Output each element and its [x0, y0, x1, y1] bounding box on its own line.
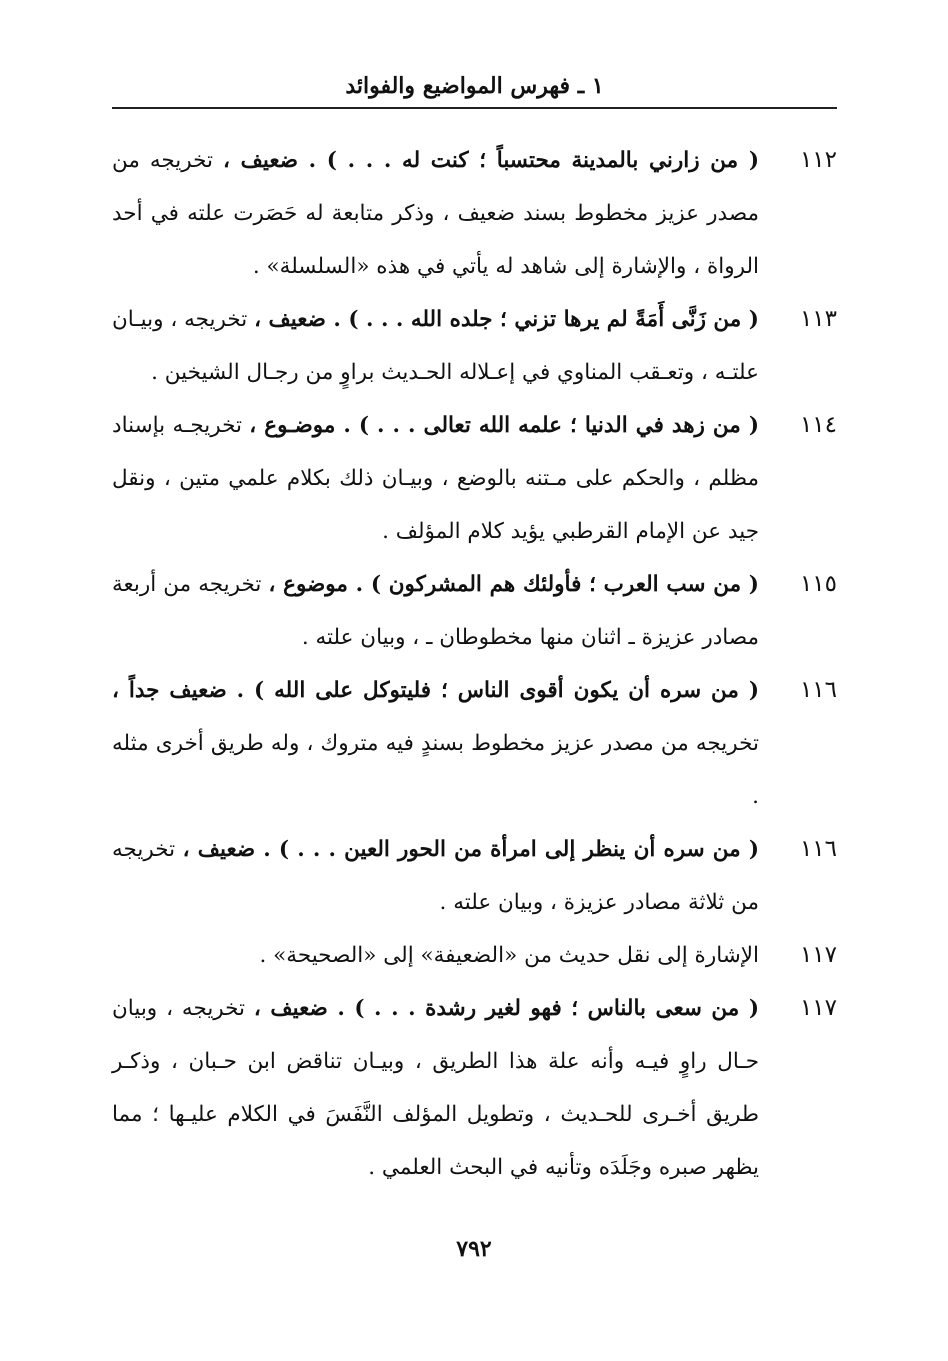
index-entry — [112, 982, 837, 1194]
entry-description: تخريجـه بإسناد مظلم ، والحكم على مـتنه بالوضع ، وبيـان ذلك بكلام علمي متين ، ونقل جيد عن الإمام القرطبي يؤيد كلام المؤلف . — [112, 413, 759, 544]
entry-text — [112, 823, 759, 929]
entry-text — [112, 558, 759, 664]
entry-hadith-lead: ( من زهد في الدنيا ؛ علمه الله تعالى . . . ) . موضـوع ، — [249, 413, 759, 438]
entry-description: تخريجه ، وبيـان علتـه ، وتعـقب المناوي في إعـلاله الحـديث براوٍ من رجـال الشيخين . — [112, 307, 759, 385]
entry-text — [112, 664, 759, 823]
running-head: ١ ـ فهرس المواضيع والفوائد — [345, 73, 604, 99]
entry-description: تخريجه ، وبيان حـال راوٍ فيـه وأنه علة هذا الطريق ، وبيـان تناقض ابن حـبان ، وذكـر طريق أخـرى للحـديث ، وتطويل المؤلف النَّفَسَ في الكلام عليـها ؛ مما يظهر صبره وجَلَدَه وتأنيه في البحث العلمي . — [112, 996, 759, 1180]
entry-page-number: ١١٤ — [799, 412, 837, 438]
entry-description: تخريجه من أربعة مصادر عزيزة ـ اثنان منها مخطوطان ـ ، وبيان علته . — [112, 572, 759, 650]
entry-text — [112, 134, 759, 293]
index-entry — [112, 823, 837, 929]
entry-page-number: ١١٣ — [799, 306, 837, 332]
index-entry — [112, 399, 837, 558]
entry-text — [112, 982, 759, 1194]
entry-description: تخريجه من مصدر عزيز مخطوط بسندٍ فيه متروك ، وله طريق أخرى مثله . — [112, 731, 759, 809]
header-rule — [112, 107, 837, 109]
page-number: ٧٩٢ — [456, 1236, 492, 1262]
index-entry — [112, 664, 837, 823]
entry-description: الإشارة إلى نقل حديث من «الضعيفة» إلى «الصحيحة» . — [259, 943, 759, 968]
entry-text — [112, 293, 759, 399]
entry-page-number: ١١٦ — [799, 836, 837, 862]
entry-page-number: ١١٧ — [799, 942, 837, 968]
entry-hadith-lead: ( من زَنَّى أَمَةً لم يرها تزني ؛ جلده الله . . . ) . ضعيف ، — [254, 307, 759, 332]
index-entry — [112, 293, 837, 399]
entry-hadith-lead: ( من سره أن ينظر إلى امرأة من الحور العين . . . ) . ضعيف ، — [182, 837, 759, 862]
entry-page-number: ١١٧ — [799, 995, 837, 1021]
entry-description: تخريجه من مصدر عزيز مخطوط بسند ضعيف ، وذكر متابعة له حَصَرت علته في أحد الرواة ، والإشارة إلى شاهد له يأتي في هذه «السلسلة» . — [112, 148, 759, 279]
entry-page-number: ١١٦ — [799, 677, 837, 703]
entry-text — [112, 399, 759, 558]
entry-page-number: ١١٥ — [799, 571, 837, 597]
entry-description: تخريجه من ثلاثة مصادر عزيزة ، وبيان علته . — [112, 837, 759, 915]
index-entry — [112, 134, 837, 293]
entry-hadith-lead: ( من سعى بالناس ؛ فهو لغير رشدة . . . ) . ضعيف ، — [253, 996, 759, 1021]
index-entries — [112, 134, 837, 1194]
entry-hadith-lead: ( من سره أن يكون أقوى الناس ؛ فليتوكل على الله ) . ضعيف جداً ، — [112, 678, 759, 703]
entry-text — [112, 929, 759, 982]
index-entry — [112, 929, 837, 982]
index-entry — [112, 558, 837, 664]
entry-hadith-lead: ( من زارني بالمدينة محتسباً ؛ كنت له . . . ) . ضعيف ، — [223, 148, 759, 173]
entry-hadith-lead: ( من سب العرب ؛ فأولئك هم المشركون ) . موضوع ، — [268, 572, 759, 597]
entry-page-number: ١١٢ — [799, 147, 837, 173]
